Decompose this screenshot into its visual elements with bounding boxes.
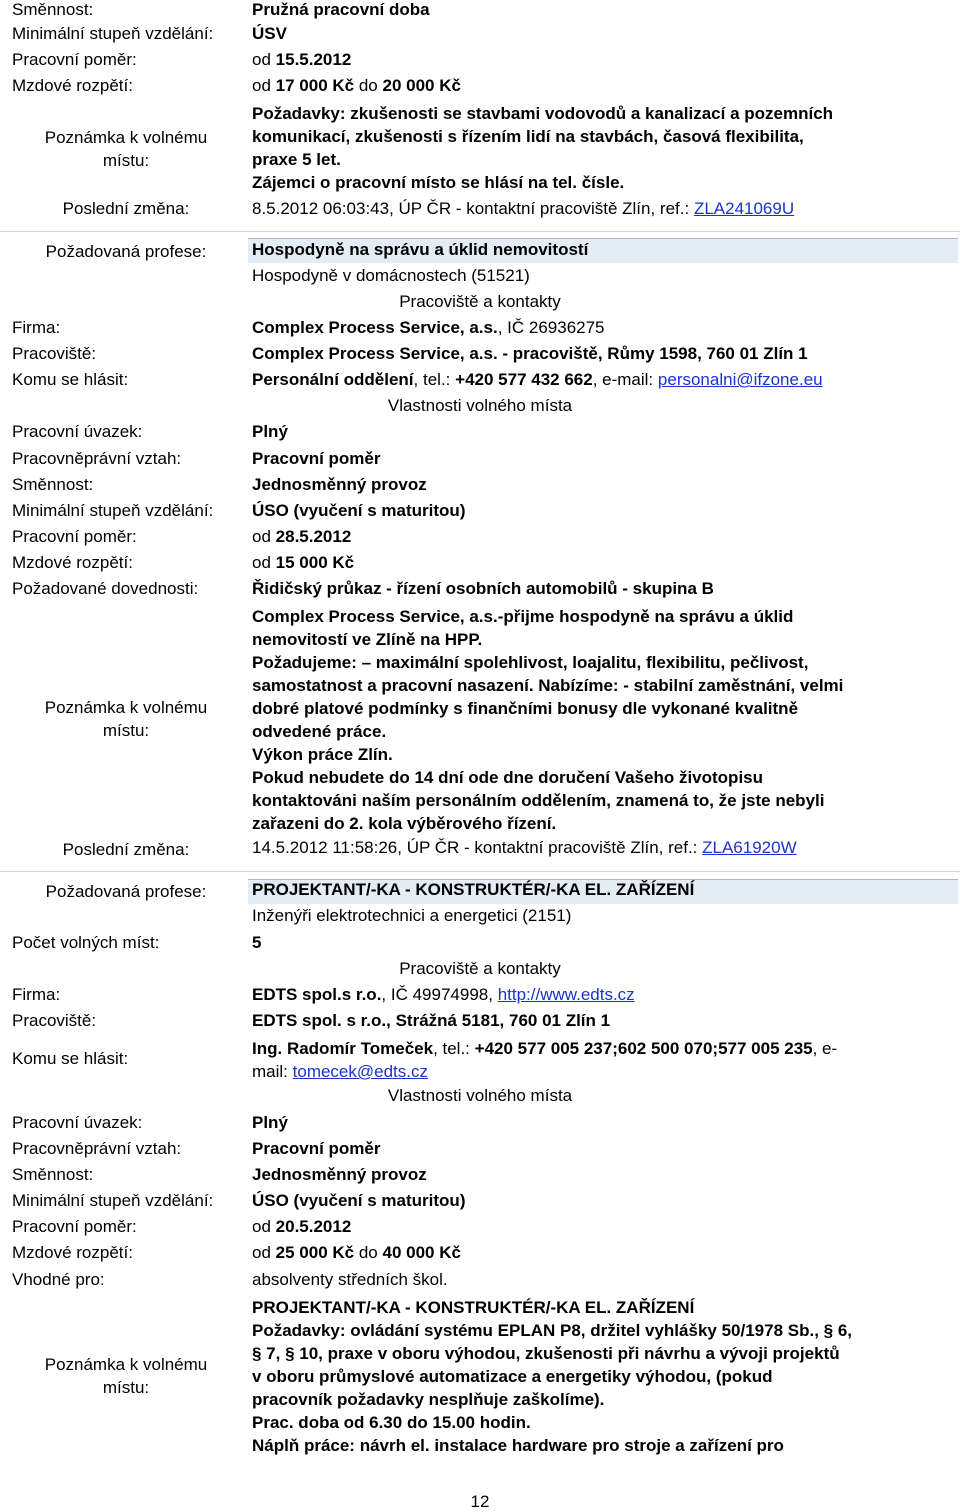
- pomer-value: [252, 50, 351, 70]
- zmena-text: 8.5.2012 06:03:43, ÚP ČR - kontaktní pracoviště Zlín, ref.:: [252, 199, 690, 218]
- poznamka-line: Complex Process Service, a.s.-přijme hospodyně na správu a úklid: [252, 607, 794, 626]
- poznamka-text: [252, 102, 952, 194]
- pomer-label: Pracovní poměr:: [12, 527, 137, 546]
- pomer-date: 20.5.2012: [275, 1217, 352, 1236]
- mzda-label: Mzdové rozpětí:: [12, 76, 133, 95]
- smennost-value: Jednosměnný provoz: [252, 1165, 427, 1184]
- komu-mail-label: , e-mail:: [592, 370, 654, 389]
- mzda-max: 40 000 Kč: [382, 1243, 461, 1262]
- firma-name: Complex Process Service, a.s.: [252, 318, 498, 337]
- komu-line: [252, 1060, 952, 1083]
- poznamka-line: Zájemci o pracovní místo se hlásí na tel. čísle.: [252, 173, 625, 192]
- smennost-label: Směnnost:: [12, 475, 94, 494]
- komu-label: Komu se hlásit:: [12, 370, 129, 389]
- pomer-date: 15.5.2012: [275, 50, 352, 69]
- poznamka-text: [252, 1296, 952, 1457]
- smennost-label: Směnnost:: [12, 0, 94, 19]
- poznamka-line: Požadavky: zkušenosti se stavbami vodovodů a kanalizací a pozemních: [252, 104, 834, 123]
- mzda-label: Mzdové rozpětí:: [12, 553, 133, 572]
- vztah-value: Pracovní poměr: [252, 449, 381, 468]
- vzdelani-value: ÚSO (vyučení s maturitou): [252, 501, 466, 520]
- pracoviste-label: Pracoviště:: [12, 344, 97, 363]
- poznamka-line: komunikací, zkušenosti s řízením lidí na stavbách, časová flexibilita,: [252, 127, 804, 146]
- poznamka-label: [12, 696, 240, 742]
- profese-value: PROJEKTANT/-KA - KONSTRUKTÉR/-KA EL. ZAŘÍZENÍ: [252, 880, 695, 899]
- smennost-value: Pružná pracovní doba: [252, 0, 430, 19]
- mzda-do: do: [358, 76, 378, 95]
- profese-sub: Inženýři elektrotechnici a energetici (2151): [252, 906, 572, 925]
- poznamka-line: zařazeni do 2. kola výběrového řízení.: [252, 814, 557, 833]
- mzda-value: [252, 76, 461, 96]
- poznamka-line: Prac. doba od 6.30 do 15.00 hodin.: [252, 1413, 531, 1432]
- zmena-value: [252, 838, 797, 858]
- dovednosti-value: Řidičský průkaz - řízení osobních automobilů - skupina B: [252, 579, 714, 598]
- mzda-min: 25 000 Kč: [275, 1243, 355, 1262]
- komu-name: Personální oddělení: [252, 370, 414, 389]
- poznamka-line: Požadujeme: – maximální spolehlivost, loajalitu, flexibilitu, pečlivost,: [252, 653, 809, 672]
- pracoviste-value: Complex Process Service, a.s. - pracoviště, Růmy 1598, 760 01 Zlín 1: [252, 344, 808, 363]
- zmena-label: Poslední změna:: [62, 199, 190, 218]
- komu-tel: +420 577 005 237;602 500 070;577 005 235: [474, 1039, 813, 1058]
- poznamka-label-line: místu:: [102, 151, 150, 170]
- komu-name: Ing. Radomír Tomeček: [252, 1039, 434, 1058]
- poznamka-line: pracovník požadavky nesplňuje zaškolíme).: [252, 1390, 605, 1409]
- poznamka-line: nemovitostí ve Zlíně na HPP.: [252, 630, 483, 649]
- page-number: 12: [470, 1492, 490, 1511]
- pocet-value: 5: [252, 933, 262, 952]
- komu-mail-label: , e-: [812, 1039, 838, 1058]
- uvazek-label: Pracovní úvazek:: [12, 1113, 143, 1132]
- vhodne-value: absolventy středních škol.: [252, 1270, 448, 1289]
- poznamka-label-line: místu:: [102, 1378, 150, 1397]
- vlastnosti-heading: Vlastnosti volného místa: [387, 396, 573, 415]
- poznamka-label-line: Poznámka k volnému: [44, 1355, 208, 1374]
- mzda-od: od: [252, 553, 271, 572]
- mzda-do: do: [358, 1243, 378, 1262]
- zmena-value: [252, 199, 794, 219]
- vlastnosti-heading: Vlastnosti volného místa: [387, 1086, 573, 1105]
- firma-name: EDTS spol.s r.o.: [252, 985, 382, 1004]
- komu-line: [252, 1037, 952, 1060]
- mzda-label: Mzdové rozpětí:: [12, 1243, 133, 1262]
- vzdelani-value: ÚSO (vyučení s maturitou): [252, 1191, 466, 1210]
- smennost-value: Jednosměnný provoz: [252, 475, 427, 494]
- poznamka-label: [12, 1353, 240, 1399]
- poznamka-text: [252, 605, 952, 835]
- pracoviste-value: EDTS spol. s r.o., Strážná 5181, 760 01 Zlín 1: [252, 1011, 611, 1030]
- mzda-max: 20 000 Kč: [382, 76, 461, 95]
- pomer-label: Pracovní poměr:: [12, 1217, 137, 1236]
- poznamka-line: Požadavky: ovládání systému EPLAN P8, držitel vyhlášky 50/1978 Sb., § 6,: [252, 1321, 852, 1340]
- mzda-value: [252, 553, 354, 573]
- mzda-min: 17 000 Kč: [275, 76, 355, 95]
- komu-mail-link[interactable]: tomecek@edts.cz: [292, 1062, 429, 1081]
- zmena-ref-link[interactable]: ZLA61920W: [702, 838, 797, 857]
- dovednosti-label: Požadované dovednosti:: [12, 579, 199, 598]
- poznamka-line: Náplň práce: návrh el. instalace hardware pro stroje a zařízení pro: [252, 1436, 784, 1455]
- poznamka-label-line: Poznámka k volnému: [44, 698, 208, 717]
- komu-value: [252, 370, 823, 390]
- poznamka-line: Výkon práce Zlín.: [252, 745, 393, 764]
- vztah-label: Pracovněprávní vztah:: [12, 1139, 182, 1158]
- pracoviste-label: Pracoviště:: [12, 1011, 97, 1030]
- separator: [0, 871, 960, 872]
- vztah-label: Pracovněprávní vztah:: [12, 449, 182, 468]
- uvazek-value: Plný: [252, 422, 288, 441]
- firma-ic: , IČ 26936275: [497, 318, 605, 337]
- komu-tel: +420 577 432 662: [455, 370, 593, 389]
- pomer-od: od: [252, 527, 271, 546]
- profese-label: Požadovaná profese:: [45, 242, 207, 261]
- mzda-min: 15 000 Kč: [275, 553, 355, 572]
- pomer-od: od: [252, 1217, 271, 1236]
- firma-web-link[interactable]: http://www.edts.cz: [497, 985, 635, 1004]
- komu-mail-link[interactable]: personalni@ifzone.eu: [657, 370, 823, 389]
- poznamka-line: praxe 5 let.: [252, 150, 341, 169]
- poznamka-label: [12, 126, 240, 172]
- poznamka-line: samostatnost a pracovní nasazení. Nabízíme: - stabilní zaměstnání, velmi: [252, 676, 844, 695]
- pomer-date: 28.5.2012: [275, 527, 352, 546]
- firma-value: [252, 318, 605, 338]
- poznamka-line: PROJEKTANT/-KA - KONSTRUKTÉR/-KA EL. ZAŘÍZENÍ: [252, 1298, 695, 1317]
- poznamka-label-line: místu:: [102, 721, 150, 740]
- firma-label: Firma:: [12, 985, 61, 1004]
- pomer-value: [252, 1217, 351, 1237]
- pocet-label: Počet volných míst:: [12, 933, 160, 952]
- pracoviste-heading: Pracoviště a kontakty: [399, 959, 561, 978]
- poznamka-line: odvedené práce.: [252, 722, 387, 741]
- poznamka-line: Pokud nebudete do 14 dní ode dne doručení Vašeho životopisu: [252, 768, 764, 787]
- profese-value: Hospodyně na správu a úklid nemovitostí: [252, 240, 589, 259]
- komu-value: [252, 1037, 952, 1083]
- komu-label: Komu se hlásit:: [12, 1049, 129, 1068]
- komu-tel-label: , tel.:: [413, 370, 451, 389]
- uvazek-value: Plný: [252, 1113, 288, 1132]
- profese-label: Požadovaná profese:: [45, 882, 207, 901]
- mzda-od: od: [252, 76, 271, 95]
- firma-ic: , IČ 49974998,: [381, 985, 493, 1004]
- pracoviste-heading: Pracoviště a kontakty: [399, 292, 561, 311]
- mzda-value: [252, 1243, 461, 1263]
- mzda-od: od: [252, 1243, 271, 1262]
- vzdelani-label: Minimální stupeň vzdělání:: [12, 24, 214, 43]
- separator: [0, 231, 960, 232]
- firma-value: [252, 985, 635, 1005]
- poznamka-line: kontaktováni naším personálním oddělením, znamená to, že jste nebyli: [252, 791, 825, 810]
- smennost-label: Směnnost:: [12, 1165, 94, 1184]
- komu-mail-label: mail:: [252, 1062, 288, 1081]
- vzdelani-value: ÚSV: [252, 24, 287, 43]
- pomer-label: Pracovní poměr:: [12, 50, 137, 69]
- vztah-value: Pracovní poměr: [252, 1139, 381, 1158]
- vzdelani-label: Minimální stupeň vzdělání:: [12, 501, 214, 520]
- zmena-ref-link[interactable]: ZLA241069U: [693, 199, 795, 218]
- uvazek-label: Pracovní úvazek:: [12, 422, 143, 441]
- zmena-text: 14.5.2012 11:58:26, ÚP ČR - kontaktní pracoviště Zlín, ref.:: [252, 838, 698, 857]
- vzdelani-label: Minimální stupeň vzdělání:: [12, 1191, 214, 1210]
- pomer-value: [252, 527, 351, 547]
- poznamka-label-line: Poznámka k volnému: [44, 128, 208, 147]
- pomer-od: od: [252, 50, 271, 69]
- poznamka-line: v oboru průmyslové automatizace a energetiky výhodou, (pokud: [252, 1367, 773, 1386]
- poznamka-line: dobré platové podmínky s finančními bonusy dle vykonané kvalitně: [252, 699, 799, 718]
- poznamka-line: § 7, § 10, praxe v oboru výhodou, zkušenosti při návrhu a vývoji projektů: [252, 1344, 840, 1363]
- vhodne-label: Vhodné pro:: [12, 1270, 105, 1289]
- profese-sub: Hospodyně v domácnostech (51521): [252, 266, 530, 285]
- firma-label: Firma:: [12, 318, 61, 337]
- komu-tel-label: , tel.:: [433, 1039, 470, 1058]
- zmena-label: Poslední změna:: [62, 840, 190, 859]
